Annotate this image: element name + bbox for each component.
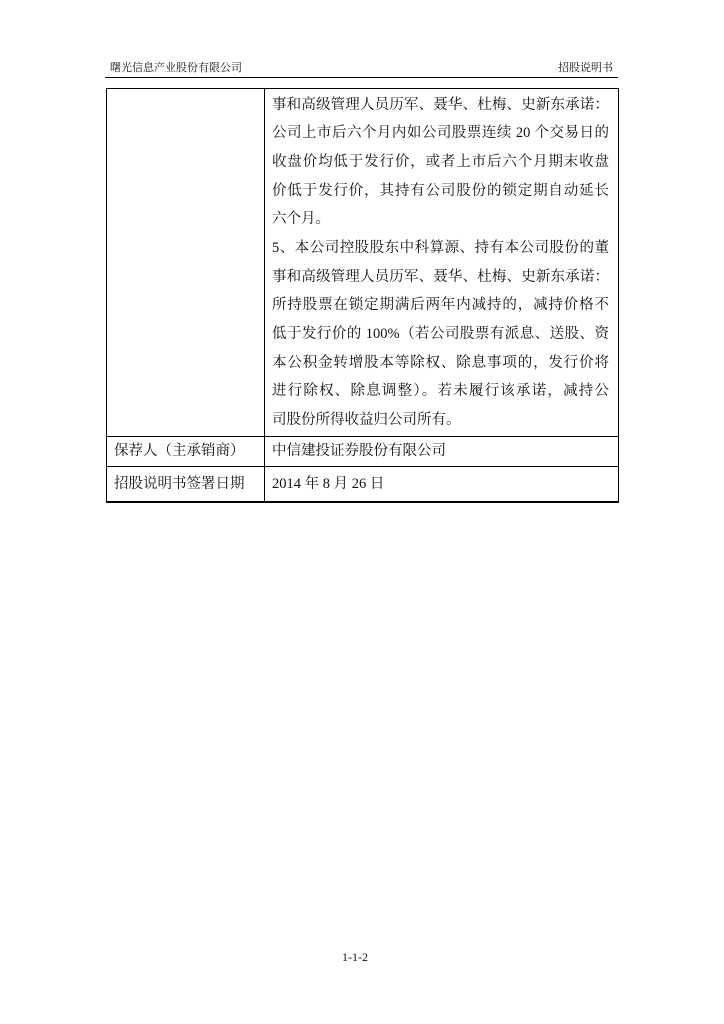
- commitment-text-line: 六个月。: [272, 211, 330, 228]
- sponsor-value: 中信建投证券股份有限公司: [272, 443, 446, 459]
- header-rule: [105, 77, 618, 78]
- commitment-text-line: 事和高级管理人员历军、聂华、杜梅、史新东承诺：: [272, 96, 609, 113]
- table-row-sponsor: [107, 436, 618, 466]
- sign-date-label: 招股说明书签署日期: [107, 467, 265, 501]
- table-cell-label-empty: [107, 89, 265, 436]
- header-company-name: 曙光信息产业股份有限公司: [110, 62, 242, 74]
- commitment-text-line: 司股份所得收益归公司所有。: [272, 412, 461, 429]
- header-document-title: 招股说明书: [558, 62, 613, 74]
- sponsor-label: 保荐人（主承销商）: [107, 437, 265, 466]
- page-number: 1-1-2: [342, 950, 368, 964]
- commitment-text-line: 所持股票在锁定期满后两年内减持的，减持价格不: [272, 297, 609, 314]
- commitment-text-line: 低于发行价的 100%（若公司股票有派息、送股、资: [272, 326, 609, 342]
- commitment-text-line: 价低于发行价，其持有公司股份的锁定期自动延长: [272, 182, 609, 199]
- commitment-text-line: 收盘价均低于发行价，或者上市后六个月期末收盘: [272, 153, 609, 170]
- info-table: [106, 88, 619, 503]
- commitment-text-line: 进行除权、除息调整）。若未履行该承诺，减持公: [272, 383, 609, 400]
- sign-date-value: 2014 年 8 月 26 日: [272, 476, 385, 492]
- commitment-text-line: 公司上市后六个月内如公司股票连续 20 个交易日的: [272, 125, 609, 142]
- commitment-text-line: 事和高级管理人员历军、聂华、杜梅、史新东承诺：: [272, 268, 609, 285]
- table-row-commitment: [107, 89, 618, 436]
- table-cell-commitment-text: [265, 89, 618, 436]
- commitment-text-line: 5、本公司控股股东中科算源、持有本公司股份的董: [272, 239, 609, 256]
- commitment-text-line: 本公积金转增股本等除权、除息事项的，发行价将: [272, 354, 609, 371]
- table-row-sign-date: [107, 466, 618, 501]
